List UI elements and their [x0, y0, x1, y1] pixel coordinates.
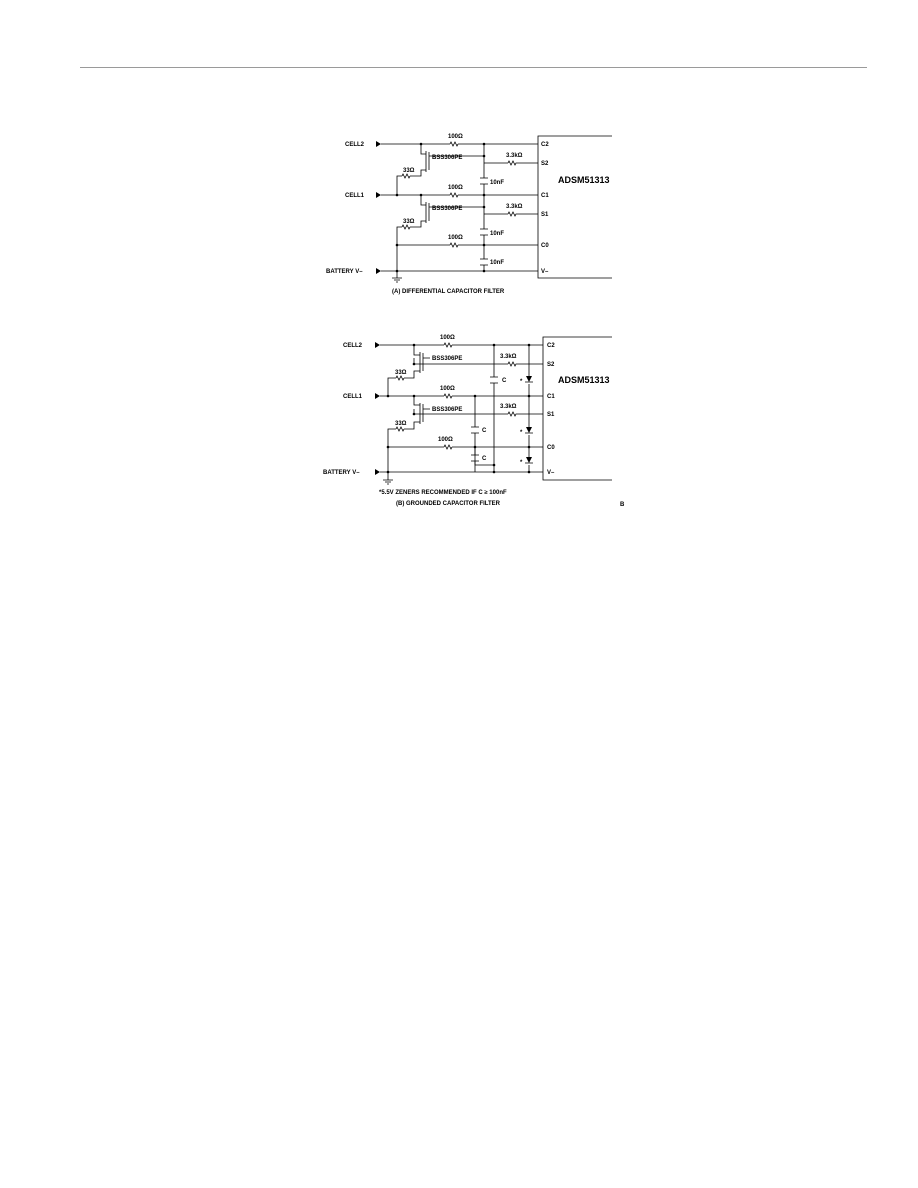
pin-c0-b: C0: [547, 445, 555, 451]
zener-mark-mid-b: *: [520, 430, 523, 436]
gate-res-bottom-b: 33Ω: [395, 421, 407, 427]
chip-box-a: [538, 136, 612, 278]
pin-s1-b: S1: [547, 412, 555, 418]
chip-name-a: ADSM51313: [558, 175, 610, 185]
pin-c1-b: C1: [547, 394, 555, 400]
pin-s2-b: S2: [547, 362, 555, 368]
cap-label-bot-b: C: [482, 456, 487, 462]
chip-name-b: ADSM51313: [558, 375, 610, 385]
res-top-b: 100Ω: [440, 335, 455, 341]
sense-res-top-a: 3.3kΩ: [506, 153, 523, 159]
mosfet-bottom-label-b: BSS306PE: [432, 407, 463, 413]
mosfet-top-label-b: BSS306PE: [432, 356, 463, 362]
mosfet-top-label-a: BSS306PE: [432, 155, 463, 161]
pin-c2-a: C2: [541, 142, 549, 148]
res-mid-b: 100Ω: [440, 386, 455, 392]
gate-res-bottom-a: 33Ω: [403, 219, 415, 225]
cap-mid-a: 10nF: [490, 231, 505, 237]
pin-vminus-a: V–: [541, 269, 549, 275]
input-arrows-b: [375, 342, 380, 475]
pin-s2-a: S2: [541, 161, 549, 167]
input-arrows-a: [376, 141, 381, 274]
input-cell2-a: CELL2: [345, 142, 365, 148]
mosfet-bottom-label-a: BSS306PE: [432, 206, 463, 212]
sense-res-top-b: 3.3kΩ: [500, 354, 517, 360]
input-cell1-b: CELL1: [343, 394, 363, 400]
zener-note-b: *5.5V ZENERS RECOMMENDED IF C ≥ 100nF: [379, 490, 507, 496]
ground-b: [383, 447, 393, 484]
pin-vminus-b: V–: [547, 470, 555, 476]
cap-bot-a: 10nF: [490, 260, 505, 266]
pin-c2-b: C2: [547, 343, 555, 349]
caption-b: (B) GROUNDED CAPACITOR FILTER: [396, 501, 500, 507]
zener-mark-top-b: *: [520, 379, 523, 385]
pin-s1-a: S1: [541, 212, 549, 218]
diagram-a: [326, 134, 612, 295]
input-battery-a: BATTERY V–: [326, 269, 363, 275]
input-battery-b: BATTERY V–: [323, 470, 360, 476]
gate-res-top-a: 33Ω: [403, 168, 415, 174]
cap-label-mid-b: C: [482, 428, 487, 434]
pin-c0-a: C0: [541, 243, 549, 249]
side-mark: B: [620, 502, 625, 508]
res-mid-a: 100Ω: [448, 185, 463, 191]
res-bot-b: 100Ω: [438, 437, 453, 443]
cap-top-a: 10nF: [490, 180, 505, 186]
input-cell1-a: CELL1: [345, 193, 365, 199]
sense-res-bottom-b: 3.3kΩ: [500, 404, 517, 410]
pin-c1-a: C1: [541, 193, 549, 199]
gate-res-top-b: 33Ω: [395, 370, 407, 376]
diagram-b: [323, 335, 612, 507]
ground-a: [392, 245, 402, 282]
sense-res-bottom-a: 3.3kΩ: [506, 204, 523, 210]
chip-box-b: [543, 337, 612, 480]
caption-a: (A) DIFFERENTIAL CAPACITOR FILTER: [392, 289, 505, 295]
res-bot-a: 100Ω: [448, 235, 463, 241]
zener-mark-bot-b: *: [520, 460, 523, 466]
input-cell2-b: CELL2: [343, 343, 363, 349]
cap-label-top-b: C: [502, 378, 507, 384]
res-top-a: 100Ω: [448, 134, 463, 140]
